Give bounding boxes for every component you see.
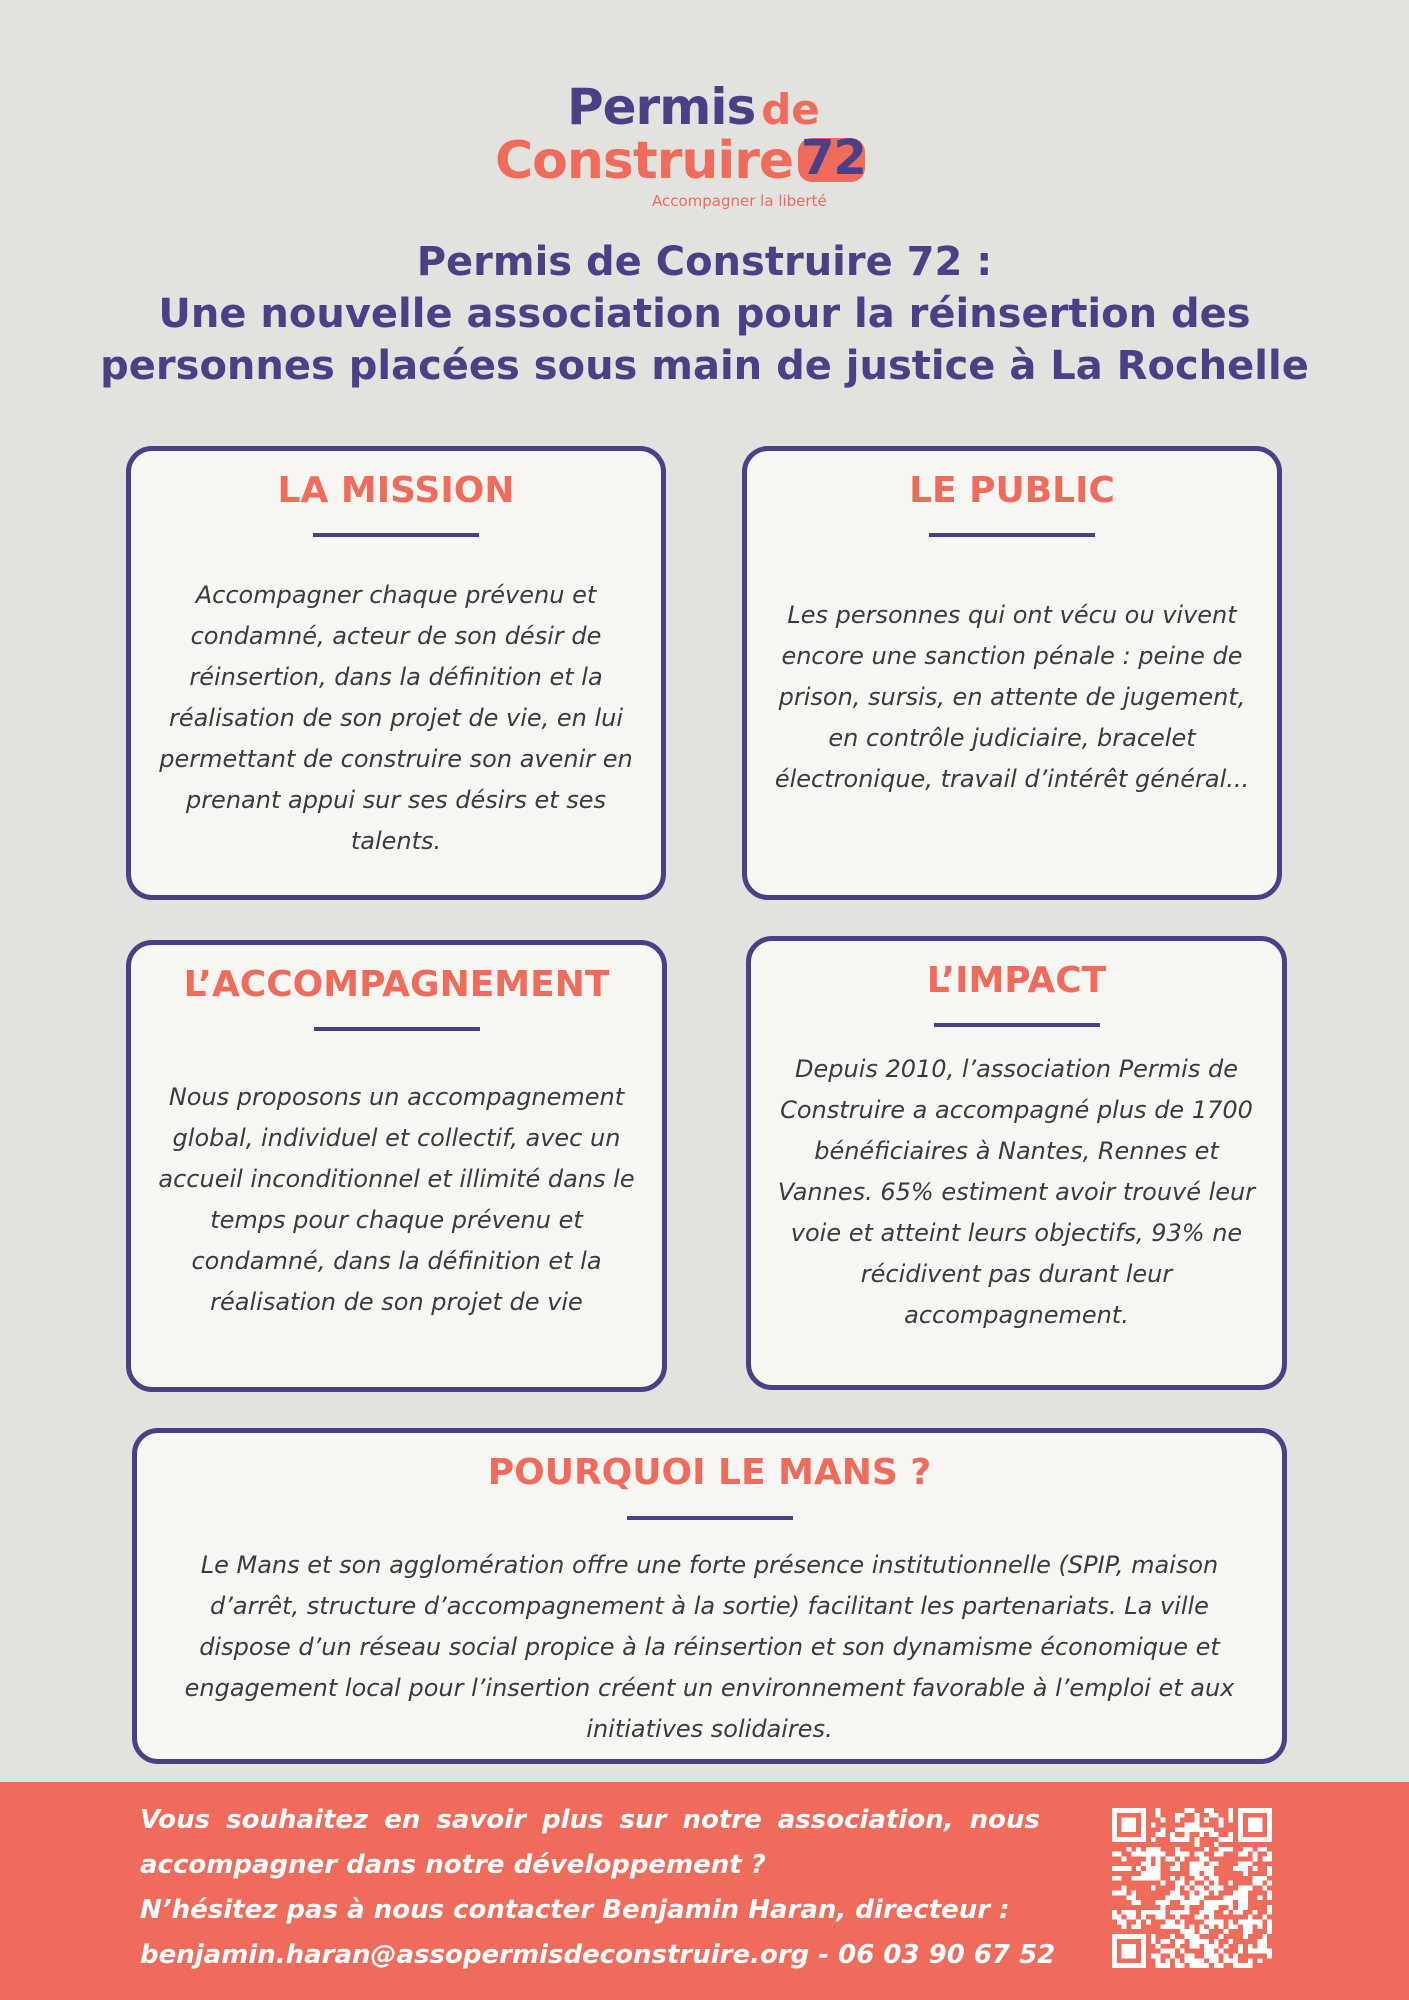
card-mission bbox=[126, 446, 666, 900]
logo bbox=[495, 78, 875, 213]
card-lemans-body: Le Mans et son agglomération offre une forte présence institutionnelle (SPIP, maison d’arrêt, structure d’accompagnement à la sortie) facilitant les partenariats. La ville dispose d’un réseau social propice à la réinsertion et son dynamisme économique et engagement local pour l’insertion créent un environnement favorable à l’emploi et aux initiatives solidaires. bbox=[184, 1551, 1235, 1743]
footer-line-3: N’hésitez pas à nous contacter Benjamin Haran, directeur : bbox=[140, 1895, 1010, 1925]
logo-word-de: de bbox=[761, 85, 820, 134]
heading-underline bbox=[627, 1516, 793, 1520]
heading-underline bbox=[934, 1023, 1100, 1027]
contact-footer bbox=[0, 1782, 1409, 2000]
card-public-body: Les personnes qui ont vécu ou vivent encore une sanction pénale : peine de prison, sursis, en attente de jugement, en contrôle judiciaire, bracelet électronique, travail d’intérêt général... bbox=[774, 601, 1250, 793]
card-impact-body: Depuis 2010, l’association Permis de Construire a accompagné plus de 1700 bénéficiaires à Nantes, Rennes et Vannes. 65% estiment avoir trouvé leur voie et atteint leurs objectifs, 93% ne récidivent pas durant leur accompagnement. bbox=[777, 1055, 1256, 1329]
card-pourquoi-le-mans bbox=[132, 1428, 1287, 1764]
card-accompagnement-heading: L’ACCOMPAGNEMENT bbox=[183, 964, 610, 1005]
card-mission-heading: LA MISSION bbox=[277, 470, 515, 511]
contact-email-phone[interactable]: benjamin.haran@assopermisdeconstruire.org - 06 03 90 67 52 bbox=[140, 1940, 1056, 1970]
title-line-3: personnes placées sous main de justice à La Rochelle bbox=[100, 343, 1309, 389]
footer-text bbox=[140, 1798, 1056, 1978]
heading-underline bbox=[313, 533, 479, 537]
card-mission-body: Accompagner chaque prévenu et condamné, acteur de son désir de réinsertion, dans la définition et la réalisation de son projet de vie, en lui permettant de construire son avenir en prenant appui sur ses désirs et ses talents. bbox=[159, 581, 633, 855]
card-public-heading: LE PUBLIC bbox=[909, 470, 1115, 511]
card-public bbox=[742, 446, 1282, 900]
title-line-2: Une nouvelle association pour la réinsertion des bbox=[158, 291, 1251, 337]
card-accompagnement bbox=[126, 940, 667, 1392]
qr-code-icon[interactable] bbox=[1112, 1808, 1272, 1968]
card-impact-heading: L’IMPACT bbox=[926, 960, 1107, 1001]
footer-line-2: accompagner dans notre développement ? bbox=[140, 1850, 766, 1880]
footer-line-1: Vous souhaitez en savoir plus sur notre association, nous bbox=[140, 1805, 1040, 1835]
heading-underline bbox=[314, 1027, 480, 1031]
heading-underline bbox=[929, 533, 1095, 537]
card-lemans-heading: POURQUOI LE MANS ? bbox=[487, 1452, 932, 1493]
card-accompagnement-body: Nous proposons un accompagnement global, individuel et collectif, avec un accueil inconditionnel et illimité dans le temps pour chaque prévenu et condamné, dans la définition et la réalisation de son projet de vie bbox=[158, 1083, 635, 1316]
logo-word-construire: Construire bbox=[495, 131, 794, 191]
logo-tagline: Accompagner la liberté bbox=[652, 192, 827, 210]
title-line-1: Permis de Construire 72 : bbox=[416, 239, 993, 285]
logo-word-permis: Permis bbox=[567, 78, 756, 136]
logo-number: 72 bbox=[801, 130, 866, 186]
page-title bbox=[0, 236, 1409, 392]
card-impact bbox=[746, 936, 1287, 1390]
